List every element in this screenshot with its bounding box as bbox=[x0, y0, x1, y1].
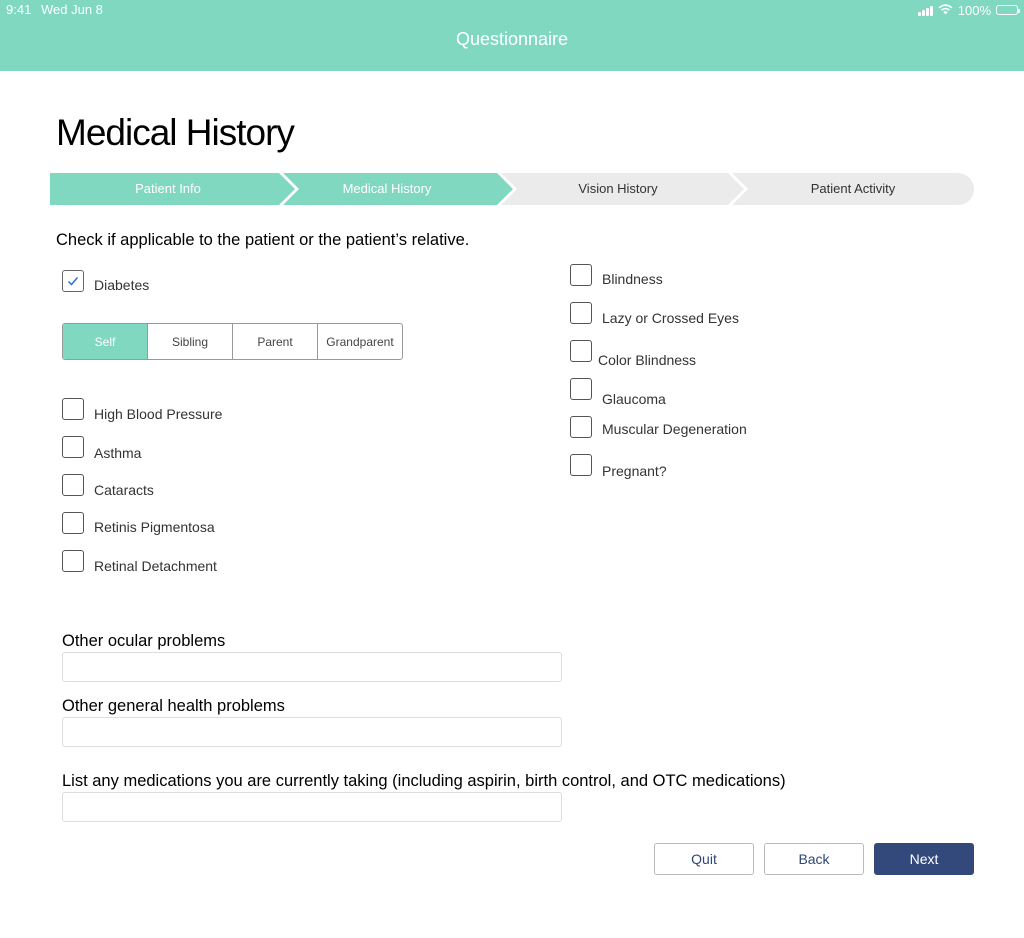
checkmark-icon bbox=[67, 275, 79, 287]
high-blood-pressure-checkbox[interactable] bbox=[62, 398, 84, 420]
pregnant-checkbox[interactable] bbox=[570, 454, 592, 476]
cellular-signal-icon bbox=[918, 5, 933, 16]
other-ocular-problems-label: Other ocular problems bbox=[62, 632, 226, 650]
retinis-pigmentosa-label: Retinis Pigmentosa bbox=[94, 519, 215, 535]
cataracts-label: Cataracts bbox=[94, 482, 154, 498]
status-time: 9:41 bbox=[6, 2, 32, 17]
instruction-text: Check if applicable to the patient or the patient’s relative. bbox=[56, 231, 470, 249]
segment-sibling[interactable]: Sibling bbox=[148, 324, 233, 359]
color-blindness-label: Color Blindness bbox=[598, 352, 697, 368]
status-date: Wed Jun 8 bbox=[41, 2, 103, 17]
lazy-or-crossed-eyes-label: Lazy or Crossed Eyes bbox=[602, 310, 739, 326]
pregnant-label: Pregnant? bbox=[602, 463, 667, 479]
diabetes-checkbox[interactable] bbox=[62, 270, 84, 292]
retinal-detachment-label: Retinal Detachment bbox=[94, 558, 217, 574]
blindness-checkbox[interactable] bbox=[570, 264, 592, 286]
battery-percent: 100% bbox=[957, 2, 991, 18]
medications-label: List any medications you are currently taking (including aspirin, birth control, and OTC medications) bbox=[62, 772, 786, 790]
step-patient-info[interactable]: Patient Info bbox=[135, 181, 201, 196]
quit-button[interactable]: Quit bbox=[654, 843, 754, 875]
segment-grandparent[interactable]: Grandparent bbox=[326, 334, 394, 349]
blindness-label: Blindness bbox=[602, 271, 663, 287]
other-general-health-problems-input[interactable] bbox=[62, 717, 562, 747]
page-title: Medical History bbox=[56, 112, 294, 153]
color-blindness-checkbox[interactable] bbox=[570, 340, 592, 362]
cataracts-checkbox[interactable] bbox=[62, 474, 84, 496]
retinal-detachment-checkbox[interactable] bbox=[62, 550, 84, 572]
status-indicators bbox=[918, 1, 1018, 19]
step-medical-history[interactable]: Medical History bbox=[342, 181, 432, 196]
other-ocular-problems-input[interactable] bbox=[62, 652, 562, 682]
high-blood-pressure-label: High Blood Pressure bbox=[94, 406, 223, 422]
wifi-icon bbox=[938, 3, 953, 18]
lazy-or-crossed-eyes-checkbox[interactable] bbox=[570, 302, 592, 324]
other-general-health-problems-label: Other general health problems bbox=[62, 697, 285, 715]
asthma-label: Asthma bbox=[94, 445, 142, 461]
step-vision-history[interactable]: Vision History bbox=[578, 181, 658, 196]
segment-self[interactable]: Self bbox=[63, 324, 148, 359]
muscular-degeneration-label: Muscular Degeneration bbox=[602, 421, 747, 437]
medications-input[interactable] bbox=[62, 792, 562, 822]
asthma-checkbox[interactable] bbox=[62, 436, 84, 458]
relation-segmented-control bbox=[62, 323, 403, 360]
next-button[interactable]: Next bbox=[874, 843, 974, 875]
app-header bbox=[0, 0, 1024, 71]
progress-stepper bbox=[50, 173, 974, 205]
glaucoma-label: Glaucoma bbox=[602, 391, 666, 407]
header-title: Questionnaire bbox=[455, 29, 569, 49]
battery-icon bbox=[996, 5, 1018, 15]
diabetes-label: Diabetes bbox=[94, 277, 150, 293]
muscular-degeneration-checkbox[interactable] bbox=[570, 416, 592, 438]
step-patient-activity[interactable]: Patient Activity bbox=[810, 181, 896, 196]
retinis-pigmentosa-checkbox[interactable] bbox=[62, 512, 84, 534]
segment-parent[interactable]: Parent bbox=[233, 324, 318, 359]
back-button[interactable]: Back bbox=[764, 843, 864, 875]
glaucoma-checkbox[interactable] bbox=[570, 378, 592, 400]
